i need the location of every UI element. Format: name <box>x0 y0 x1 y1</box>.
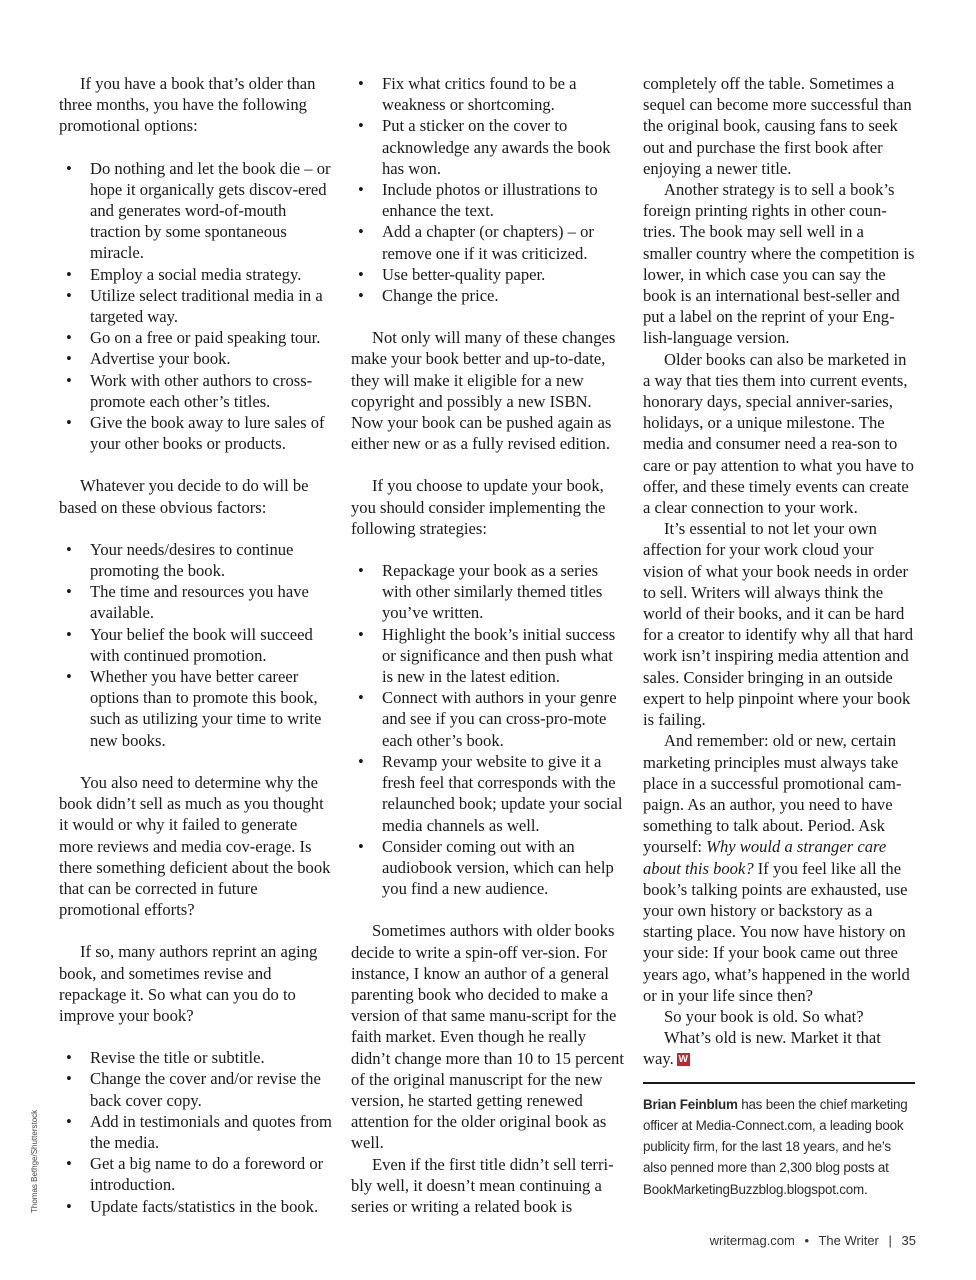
list-item: • Repackage your book as a series with other similarly themed titles you’ve written. <box>351 560 627 624</box>
list-item: • Update facts/statistics in the book. <box>59 1196 335 1217</box>
list-item: • Give the book away to lure sales of your other books or products. <box>59 412 335 454</box>
paragraph: Another strategy is to sell a book’s foreign printing rights in other coun-tries. The book may sell well in a smaller country where the competition is lower, in which case you can say the book is an international best-seller and put a label on the reprint of your Eng-lish-language version. <box>643 180 915 348</box>
list-item: • Put a sticker on the cover to acknowledge any awards the book has won. <box>351 115 627 179</box>
paragraph: Older books can also be marketed in a way that ties them into current events, honorary days, special anniver-saries, holidays, or a unique milestone. The media and consumer need a rea-son to care or pay attention to what you have to offer, and these timely events can create a clear connection to your work. <box>643 349 914 518</box>
column-1 <box>59 73 335 1217</box>
list-item: • Connect with authors in your genre and see if you can cross-pro-mote each other’s book. <box>351 687 627 751</box>
paragraph: You also need to determine why the book didn’t sell as much as you thought it would or why it failed to generate more reviews and media cov-erage. Is there something deficient about the book that can be corrected in future promotional efforts? <box>59 772 331 920</box>
text-run: And remember: old or new, certain marketing principles must always take place in a successful promotional cam-paign. As an author, you need to have something to talk about. Period. Ask yourself: <box>643 731 902 857</box>
paragraph: So your book is old. So what? <box>664 1006 864 1026</box>
paragraph: If you choose to update your book, you should consider implementing the following strategies: <box>351 476 606 538</box>
bullet-list-strategies <box>351 560 627 899</box>
list-item: • Employ a social media strategy. <box>59 264 335 285</box>
list-item: • Fix what critics found to be a weakness or shortcoming. <box>351 73 627 115</box>
footer-divider: | <box>888 1233 892 1248</box>
paragraph <box>643 1027 915 1069</box>
paragraph <box>643 730 915 1006</box>
column-3 <box>643 73 915 1200</box>
list-item: • Consider coming out with an audiobook version, which can help you find a new audience. <box>351 836 627 900</box>
photo-credit: Thomas Bethge/Shutterstock <box>30 1109 39 1213</box>
bullet-list-promotional-options <box>59 158 335 455</box>
list-item: • Change the price. <box>351 285 627 306</box>
list-item: • Revise the title or subtitle. <box>59 1047 335 1068</box>
bullet-list-factors <box>59 539 335 751</box>
paragraph: If you have a book that’s older than three months, you have the following promotional options: <box>59 74 316 136</box>
paragraph: Not only will many of these changes make your book better and up-to-date, they will make it eligible for a new copyright and possibly a new ISBN. Now your book can be pushed again as either new or as a fully revised edition. <box>351 328 616 454</box>
list-item: • Include photos or illustrations to enhance the text. <box>351 179 627 221</box>
italic-question: Why would a stranger care about this book? <box>643 837 887 878</box>
paragraph: Even if the first title didn’t sell terri-bly well, it doesn’t mean continuing a series or writing a related book is <box>351 1154 614 1216</box>
page-footer <box>710 1233 916 1248</box>
list-item: • Do nothing and let the book die – or hope it organically gets discov-ered and generates word-of-mouth traction by some spontaneous miracle. <box>59 158 335 264</box>
text-run: If you feel like all the book’s talking points are exhausted, use your own history or backstory as a starting place. You now have history on your side: If your book came out three years ago, what’s happened in the world or in your life since then? <box>643 858 910 1005</box>
list-item: • Revamp your website to give it a fresh feel that corresponds with the relaunched book; update your social media channels as well. <box>351 751 627 836</box>
bullet-list-improvements <box>59 1047 335 1217</box>
column-2 <box>351 73 627 1217</box>
list-item: • Utilize select traditional media in a targeted way. <box>59 285 335 327</box>
paragraph: completely off the table. Sometimes a sequel can become more successful than the original book, causing fans to seek out and purchase the first book after enjoying a newer title. <box>643 74 912 178</box>
author-name: Brian Feinblum <box>643 1096 738 1112</box>
paragraph: If so, many authors reprint an aging book, and sometimes revise and repackage it. So what can you do to improve your book? <box>59 942 318 1025</box>
paragraph: Whatever you decide to do will be based on these obvious factors: <box>59 476 309 517</box>
end-mark-icon: W <box>678 1054 688 1066</box>
footer-bullet: • <box>804 1233 810 1248</box>
text-run: What’s old is new. Market it that way. <box>643 1028 881 1069</box>
list-item: • Work with other authors to cross-promote each other’s titles. <box>59 370 335 412</box>
list-item: • Change the cover and/or revise the back cover copy. <box>59 1068 335 1110</box>
list-item: • Add in testimonials and quotes from the media. <box>59 1111 335 1153</box>
list-item: • Your needs/desires to continue promoting the book. <box>59 539 335 581</box>
paragraph: It’s essential to not let your own affection for your work cloud your vision of what your book needs in order to sell. Writers will always think the world of their books, and it can be hard for a creator to identify why all that hard work isn’t inspiring media attention and sales. Consider bringing in an outside expert to help pinpoint where your book is failing. <box>643 519 914 730</box>
footer-site: writermag.com <box>709 1233 795 1248</box>
list-item: • Advertise your book. <box>59 348 335 369</box>
list-item: • Get a big name to do a foreword or introduction. <box>59 1153 335 1195</box>
bullet-list-improvements-continued <box>351 73 627 306</box>
list-item: • Whether you have better career options than to promote this book, such as utilizing your time to write new books. <box>59 666 335 751</box>
list-item: • Use better-quality paper. <box>351 264 627 285</box>
list-item: • The time and resources you have available. <box>59 581 335 623</box>
paragraph: Sometimes authors with older books decide to write a spin-off ver-sion. For instance, I know an author of a general parenting book who decided to make a version of that same manu-script for the faith market. Even though he really didn’t change more than 10 to 15 percent of the original manuscript for the new version, he started getting renewed attention for the older original book as well. <box>351 921 624 1153</box>
list-item: • Go on a free or paid speaking tour. <box>59 327 335 348</box>
footer-magazine: The Writer <box>818 1233 879 1248</box>
divider <box>643 1082 915 1084</box>
list-item: • Highlight the book’s initial success or significance and then push what is new in the latest edition. <box>351 624 627 688</box>
bio-text: has been the chief marketing officer at Media-Connect.com, a leading book publicity firm, for the last 18 years, and he’s also penned more than 2,300 blog posts at BookMarketingBuzzblog.blogspot.com. <box>643 1096 908 1197</box>
page-number: 35 <box>901 1233 916 1248</box>
list-item: • Add a chapter (or chapters) – or remove one if it was criticized. <box>351 221 627 263</box>
author-bio <box>643 1094 915 1200</box>
list-item: • Your belief the book will succeed with continued promotion. <box>59 624 335 666</box>
